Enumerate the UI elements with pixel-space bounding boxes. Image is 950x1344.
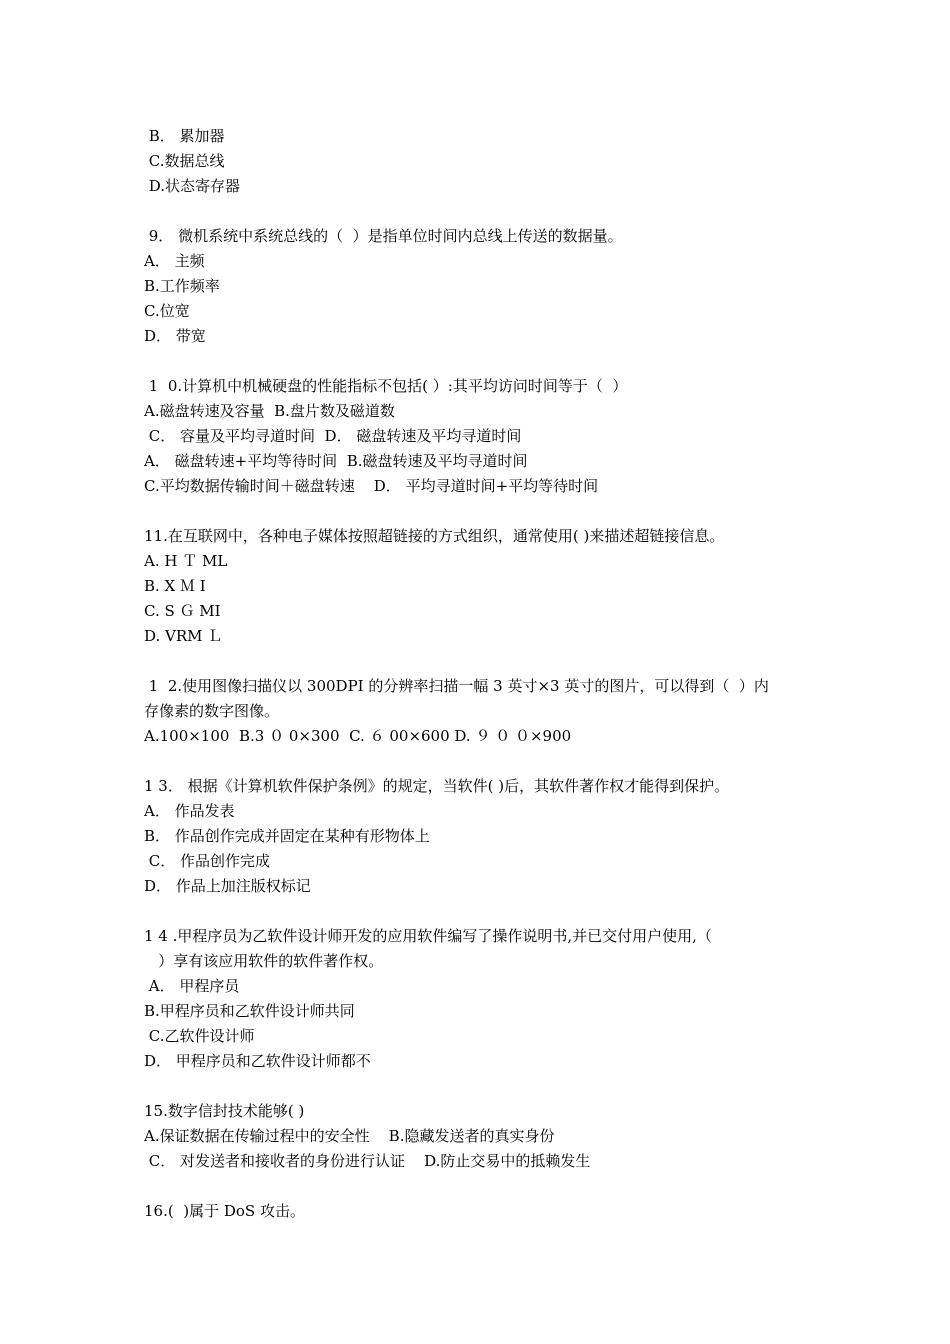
- option-9c: C.位宽: [144, 302, 190, 320]
- option-11c: C. S Ｇ MI: [144, 602, 221, 620]
- option-8c: C.数据总线: [144, 152, 225, 170]
- option-10-row-3: A． 磁盘转速+平均等待时间 B.磁盘转速及平均寻道时间: [144, 452, 528, 470]
- option-11d: D. VRM Ｌ: [144, 627, 223, 645]
- question-14-line-1: 1 4 .甲程序员为乙软件设计师开发的应用软件编写了操作说明书,并已交付用户使用,（: [144, 927, 712, 945]
- option-10-row-2: C． 容量及平均寻道时间 D． 磁盘转速及平均寻道时间: [144, 427, 522, 445]
- option-11b: B. X Ｍ I: [144, 577, 206, 595]
- blank-line: [144, 1174, 810, 1199]
- question-10: 1 0.计算机中机械硬盘的性能指标不包括( ）:其平均访问时间等于（ ）: [144, 377, 628, 395]
- question-13: 1 3． 根据《计算机软件保护条例》的规定，当软件( )后，其软件著作权才能得到保护。: [144, 777, 730, 795]
- option-9a: A． 主频: [144, 252, 205, 270]
- option-14c: C.乙软件设计师: [144, 1027, 255, 1045]
- question-15: 15.数字信封技术能够( ): [144, 1102, 305, 1120]
- question-14-line-2: ）享有该应用软件的软件著作权。: [144, 952, 384, 970]
- option-13d: D． 作品上加注版权标记: [144, 877, 311, 895]
- option-15-row-2: C． 对发送者和接收者的身份进行认证 D.防止交易中的抵赖发生: [144, 1152, 591, 1170]
- option-13c: C． 作品创作完成: [144, 852, 271, 870]
- option-14d: D． 甲程序员和乙软件设计师都不: [144, 1052, 371, 1070]
- option-14a: A． 甲程序员: [144, 977, 240, 995]
- blank-line: [144, 349, 810, 374]
- option-13b: B． 作品创作完成并固定在某种有形物体上: [144, 827, 430, 845]
- option-9b: B.工作频率: [144, 277, 220, 295]
- blank-line: [144, 649, 810, 674]
- blank-line: [144, 199, 810, 224]
- option-15-row-1: A.保证数据在传输过程中的安全性 B.隐藏发送者的真实身份: [144, 1127, 555, 1145]
- question-12-line-1: 1 2.使用图像扫描仪以 300DPI 的分辨率扫描一幅 3 英寸×3 英寸的图片，可以得到（ ）内: [144, 677, 769, 695]
- blank-line: [144, 899, 810, 924]
- option-8d: D.状态寄存器: [144, 177, 241, 195]
- question-12-line-2: 存像素的数字图像。: [144, 702, 280, 720]
- option-9d: D． 带宽: [144, 327, 206, 345]
- blank-line: [144, 499, 810, 524]
- option-10-row-4: C.平均数据传输时间＋磁盘转速 D． 平均寻道时间+平均等待时间: [144, 477, 599, 495]
- option-14b: B.甲程序员和乙软件设计师共同: [144, 1002, 355, 1020]
- question-16: 16.( )属于 DoS 攻击。: [144, 1202, 305, 1220]
- option-12-row: A.100×100 B.3 ０ 0×300 C. ６ 00×600 D. ９ ０ ０×900: [144, 727, 572, 745]
- option-10-row-1: A.磁盘转速及容量 B.盘片数及磁道数: [144, 402, 395, 420]
- question-11: 11.在互联网中，各种电子媒体按照超链接的方式组织，通常使用( )来描述超链接信息。: [144, 527, 725, 545]
- option-13a: A． 作品发表: [144, 802, 235, 820]
- option-11a: A. H Ｔ ML: [144, 552, 228, 570]
- question-9: 9． 微机系统中系统总线的（ ）是指单位时间内总线上传送的数据量。: [144, 227, 623, 245]
- blank-line: [144, 1074, 810, 1099]
- blank-line: [144, 749, 810, 774]
- option-8b: B． 累加器: [144, 127, 225, 145]
